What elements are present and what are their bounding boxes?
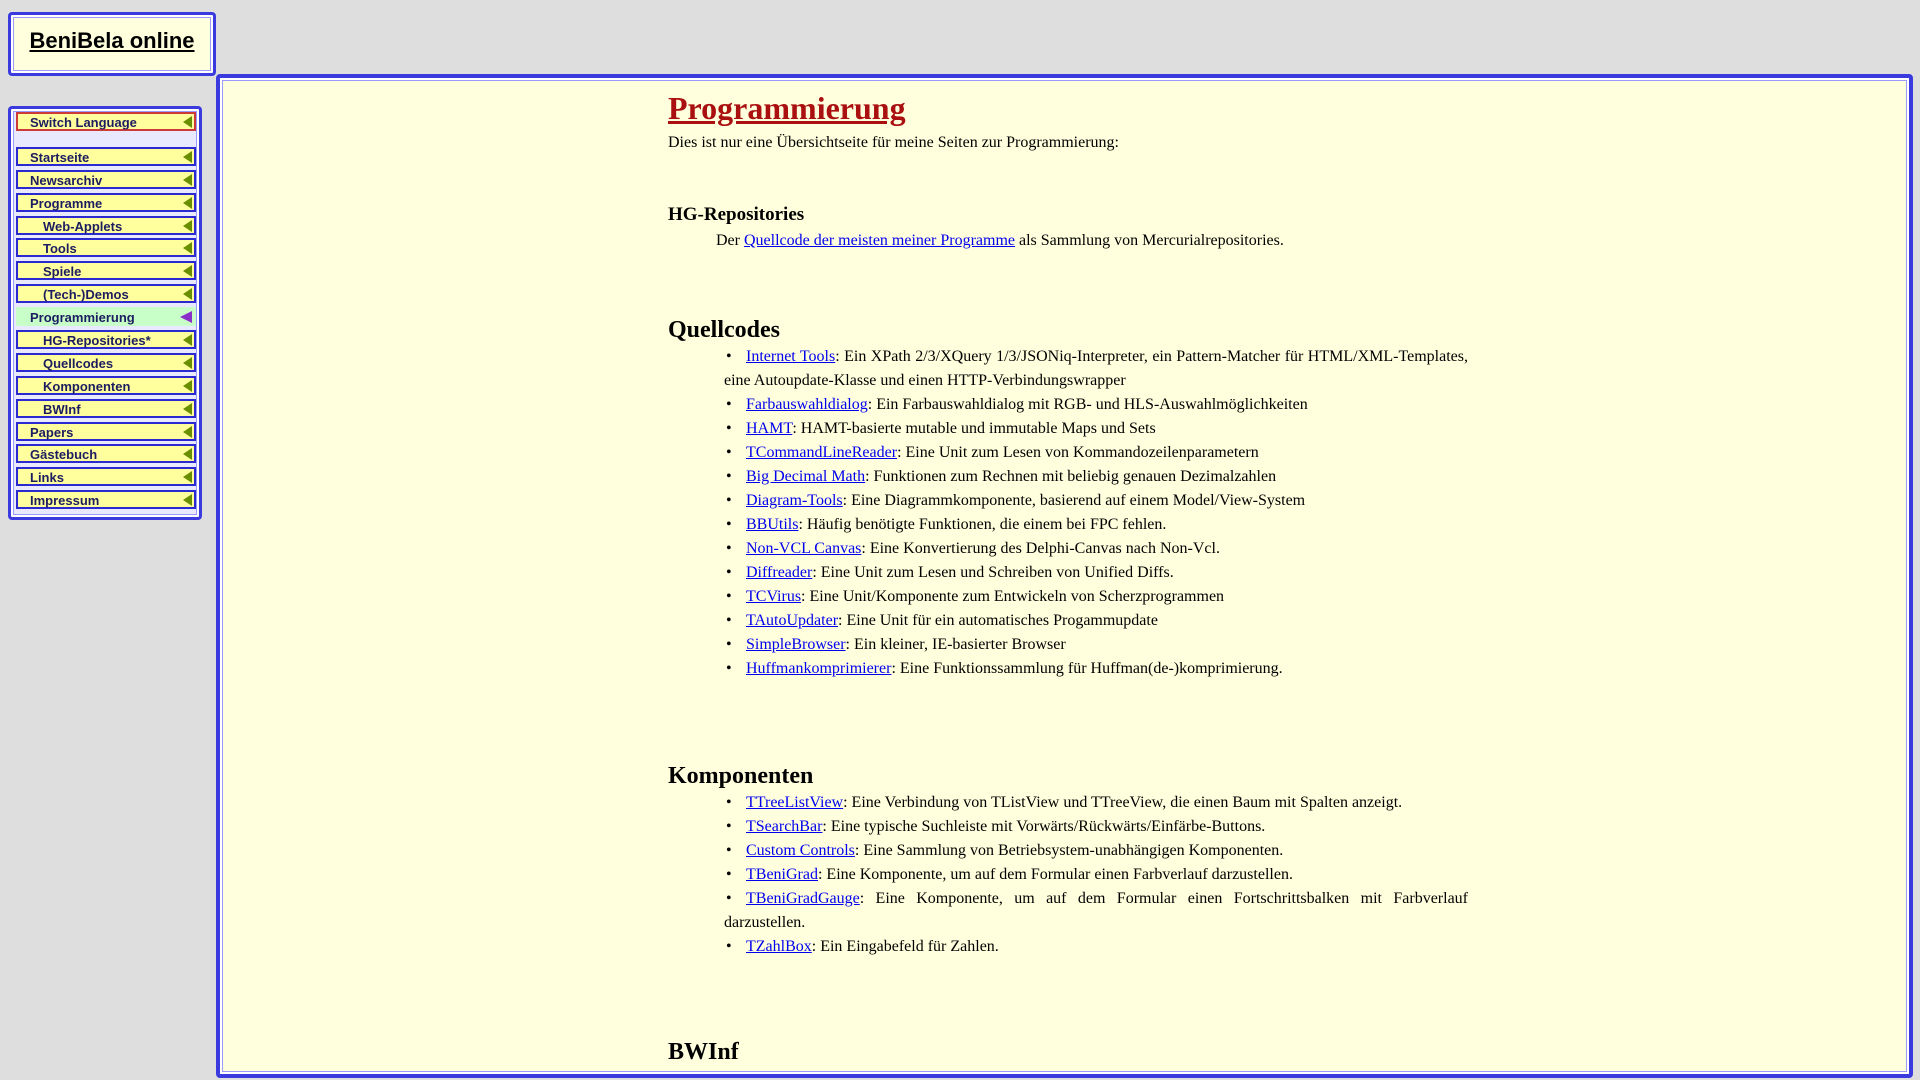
hg-heading: HG-Repositories [668,204,805,225]
sidebar-item-label: BWInf [43,402,81,417]
list-item [724,441,1468,465]
item-link[interactable]: TBeniGrad [746,866,818,883]
sidebar-item-web-applets[interactable] [16,216,196,235]
item-link[interactable]: TSearchBar [746,818,823,835]
item-description: : Eine Unit zum Lesen und Schreiben von Unified Diffs. [812,564,1174,581]
arrow-left-icon [183,334,192,346]
item-description: : Eine Sammlung von Betriebsystem-unabhängigen Komponenten. [854,842,1284,859]
item-link[interactable]: TCommandLineReader [746,444,898,461]
item-description: : Eine Verbindung von TListView und TTreeView, die einen Baum mit Spalten anzeigt. [843,794,1403,811]
sidebar-item-label: Tools [43,241,77,256]
sidebar-item-quellcodes[interactable] [16,353,196,372]
item-link[interactable]: SimpleBrowser [746,636,846,653]
list-item [724,815,1468,839]
list-item [724,537,1468,561]
quellcodes-list [668,345,1468,681]
item-description: : Ein XPath 2/3/XQuery 1/3/JSONiq-Interpreter, ein Pattern-Matcher für HTML/XML-Templates, eine Autoupdate-Klasse und einen HTTP-Verbindungswrapper [724,348,1468,389]
site-logo-box [8,12,216,76]
item-link[interactable]: TCVirus [746,588,802,605]
arrow-left-icon [183,174,192,186]
hg-link[interactable]: Quellcode der meisten meiner Programme [743,232,1015,249]
sidebar-item-label: Gästebuch [30,447,98,462]
list-item [724,345,1468,393]
sidebar-item-bwinf[interactable] [16,399,196,418]
sidebar-item-impressum[interactable] [16,490,196,509]
sidebar-item-gästebuch[interactable] [16,444,196,463]
main-content [668,88,1468,1067]
arrow-left-icon [183,471,192,483]
sidebar-item-label: Spiele [43,264,82,279]
list-item [724,791,1468,815]
page-title: Programmierung [668,90,906,126]
item-link[interactable]: Custom Controls [746,842,855,859]
arrow-left-icon [183,380,192,392]
list-item [724,585,1468,609]
arrow-left-icon [183,151,192,163]
sidebar-item-label: Links [30,470,64,485]
list-item [724,465,1468,489]
sidebar-item-label: Komponenten [43,379,131,394]
item-link[interactable]: TZahlBox [746,938,812,955]
sidebar-item-tech-demos[interactable] [16,284,196,303]
item-description: : Häufig benötigte Funktionen, die einem bei FPC fehlen. [798,516,1167,533]
item-link[interactable]: Internet Tools [746,348,836,365]
sidebar-item-label: (Tech-)Demos [43,287,129,302]
hg-paragraph [716,229,1468,253]
list-item [724,839,1468,863]
list-item [724,489,1468,513]
item-link[interactable]: Non-VCL Canvas [746,540,862,557]
sidebar-item-programmierung[interactable] [16,307,196,326]
item-description: : Eine Diagrammkomponente, basierend auf einem Model/View-System [842,492,1306,509]
item-link[interactable]: Diagram-Tools [746,492,843,509]
hg-suffix: als Sammlung von Mercurialrepositories. [1015,232,1284,249]
sidebar-item-startseite[interactable] [16,147,196,166]
sidebar-item-label: Programme [30,196,103,211]
sidebar-item-papers[interactable] [16,422,196,441]
item-description: : HAMT-basierte mutable und immutable Maps und Sets [792,420,1156,437]
item-description: : Eine typische Suchleiste mit Vorwärts/Rückwärts/Einfärbe-Buttons. [822,818,1266,835]
sidebar-item-links[interactable] [16,467,196,486]
item-description: : Eine Konvertierung des Delphi-Canvas nach Non-Vcl. [861,540,1220,557]
list-item [724,417,1468,441]
item-description: : Eine Unit für ein automatisches Progammupdate [838,612,1158,629]
item-description: : Eine Komponente, um auf dem Formular einen Fortschrittsbalken mit Farbverlauf darzustellen. [724,890,1468,931]
komponenten-heading: Komponenten [668,763,814,789]
sidebar-item-programme[interactable] [16,193,196,212]
arrow-left-icon [183,220,192,232]
list-item [724,863,1468,887]
sidebar-item-label: Papers [30,425,74,440]
arrow-left-icon [183,448,192,460]
list-item [724,609,1468,633]
sidebar-item-hg-repositories[interactable] [16,330,196,349]
hg-prefix: Der [716,232,744,249]
item-description: : Ein Farbauswahldialog mit RGB- und HLS-Auswahlmöglichkeiten [867,396,1308,413]
arrow-left-icon [183,288,192,300]
arrow-left-icon [180,311,192,323]
sidebar-item-label: Programmierung [30,310,135,325]
sidebar-nav [8,106,202,520]
sidebar-item-label: Impressum [30,493,100,508]
arrow-left-icon [183,242,192,254]
item-description: : Eine Komponente, um auf dem Formular einen Farbverlauf darzustellen. [817,866,1293,883]
item-link[interactable]: Huffmankomprimierer [746,660,892,677]
list-item [724,633,1468,657]
item-description: : Eine Unit/Komponente zum Entwickeln von Scherzprogrammen [801,588,1225,605]
arrow-left-icon [183,403,192,415]
item-link[interactable]: Big Decimal Math [746,468,866,485]
sidebar-item-label: Switch Language [30,115,137,130]
item-description: : Ein Eingabefeld für Zahlen. [811,938,999,955]
arrow-left-icon [183,265,192,277]
sidebar-item-switch-language[interactable] [16,112,196,131]
list-item [724,513,1468,537]
page-intro: Dies ist nur eine Übersichtseite für meine Seiten zur Programmierung: [668,134,1119,151]
item-link[interactable]: TBeniGradGauge [746,890,860,907]
sidebar-item-newsarchiv[interactable] [16,170,196,189]
sidebar-item-label: Web-Applets [43,219,123,234]
sidebar-item-label: Newsarchiv [30,173,103,188]
list-item [724,887,1468,935]
item-link[interactable]: HAMT [746,420,793,437]
list-item [724,935,1468,959]
sidebar-item-komponenten[interactable] [16,376,196,395]
item-link[interactable]: BBUtils [746,516,799,533]
bwinf-heading: BWInf [668,1039,739,1065]
item-link[interactable]: Diffreader [746,564,813,581]
item-description: : Eine Unit zum Lesen von Kommandozeilenparametern [897,444,1259,461]
item-description: : Funktionen zum Rechnen mit beliebig genauen Dezimalzahlen [865,468,1277,485]
arrow-left-icon [183,426,192,438]
komponenten-list [668,791,1468,959]
item-link[interactable]: Farbauswahldialog [746,396,868,413]
arrow-left-icon [183,494,192,506]
arrow-left-icon [183,197,192,209]
site-title-link[interactable]: BeniBela online [29,28,195,53]
arrow-left-icon [183,357,192,369]
sidebar-item-label: HG-Repositories* [43,333,151,348]
list-item [724,393,1468,417]
item-link[interactable]: TTreeListView [746,794,844,811]
arrow-left-icon [183,116,192,128]
quellcodes-heading: Quellcodes [668,317,780,343]
list-item [724,657,1468,681]
sidebar-item-label: Startseite [30,150,90,165]
item-description: : Ein kleiner, IE-basierter Browser [845,636,1066,653]
item-description: : Eine Funktionssammlung für Huffman(de-)komprimierung. [891,660,1283,677]
sidebar-item-spiele[interactable] [16,261,196,280]
sidebar-item-tools[interactable] [16,238,196,257]
content-frame [216,74,1913,1078]
item-link[interactable]: TAutoUpdater [746,612,839,629]
list-item [724,561,1468,585]
sidebar-item-label: Quellcodes [43,356,114,371]
